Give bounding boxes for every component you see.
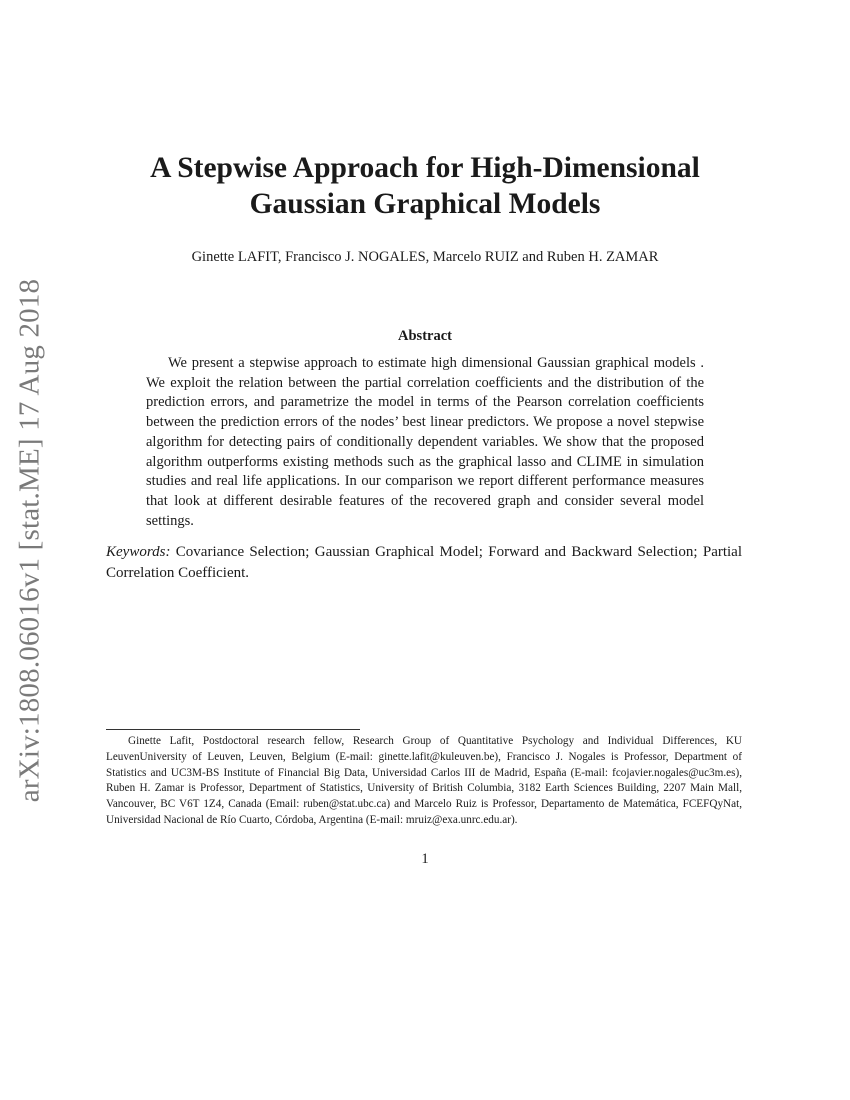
author-affiliations-footnote: Ginette Lafit, Postdoctoral research fellow, Research Group of Quantitative Psychology and Individual Differences, KU LeuvenUniversity of Leuven, Leuven, Belgium (E-mail: ginette.lafit@kuleuven.be), Francisco J. Nogales is Professor, Department of Statistics and UC3M-BS Institute of Financial Big Data, Universidad Carlos III de Madrid, España (E-mail: fcojavier.nogales@uc3m.es), Ruben H. Zamar is Professor, Department of Statistics, University of British Columbia, 3182 Earth Sciences Building, 2207 Main Mall, Vancouver, BC V6T 1Z4, Canada (Email: ruben@stat.ubc.ca) and Marcelo Ruiz is Professor, Departamento de Matemática, FCEFQyNat, Universidad Nacional de Río Cuarto, Córdoba, Argentina (E-mail: mruiz@exa.unrc.edu.ar). — [106, 735, 742, 826]
paper-title-line-2: Gaussian Graphical Models — [249, 188, 601, 220]
paper-title-line-1: A Stepwise Approach for High-Dimensional — [150, 152, 700, 184]
abstract-body: We present a stepwise approach to estimate high dimensional Gaussian graphical models . We exploit the relation between the partial correlation coefficients and the distribution of the prediction errors, and parametrize the model in terms of the Pearson correlation coefficients between the prediction errors of the nodes’ best linear predictors. We propose a novel stepwise algorithm for detecting pairs of conditionally dependent variables. We show that the proposed algorithm outperforms existing methods such as the graphical lasso and CLIME in simulation studies and real life applications. In our comparison we report different performance measures that look at different desirable features of the recovered graph and consider several model settings. — [146, 355, 704, 529]
arxiv-identifier-stamp — [8, 278, 52, 802]
arxiv-identifier-text: arXiv:1808.06016v1 [stat.ME] 17 Aug 2018 — [13, 278, 46, 802]
keywords-text: Covariance Selection; Gaussian Graphical Model; Forward and Backward Selection; Partial Correlation Coefficient. — [106, 544, 743, 581]
keywords-paragraph — [106, 542, 742, 584]
author-list: Ginette LAFIT, Francisco J. NOGALES, Marcelo RUIZ and Ruben H. ZAMAR — [191, 249, 659, 265]
abstract-heading: Abstract — [398, 328, 452, 344]
footnote-divider — [106, 729, 360, 730]
page-number: 1 — [421, 851, 429, 867]
keywords-label: Keywords: — [106, 544, 171, 560]
paper-title — [90, 150, 760, 222]
